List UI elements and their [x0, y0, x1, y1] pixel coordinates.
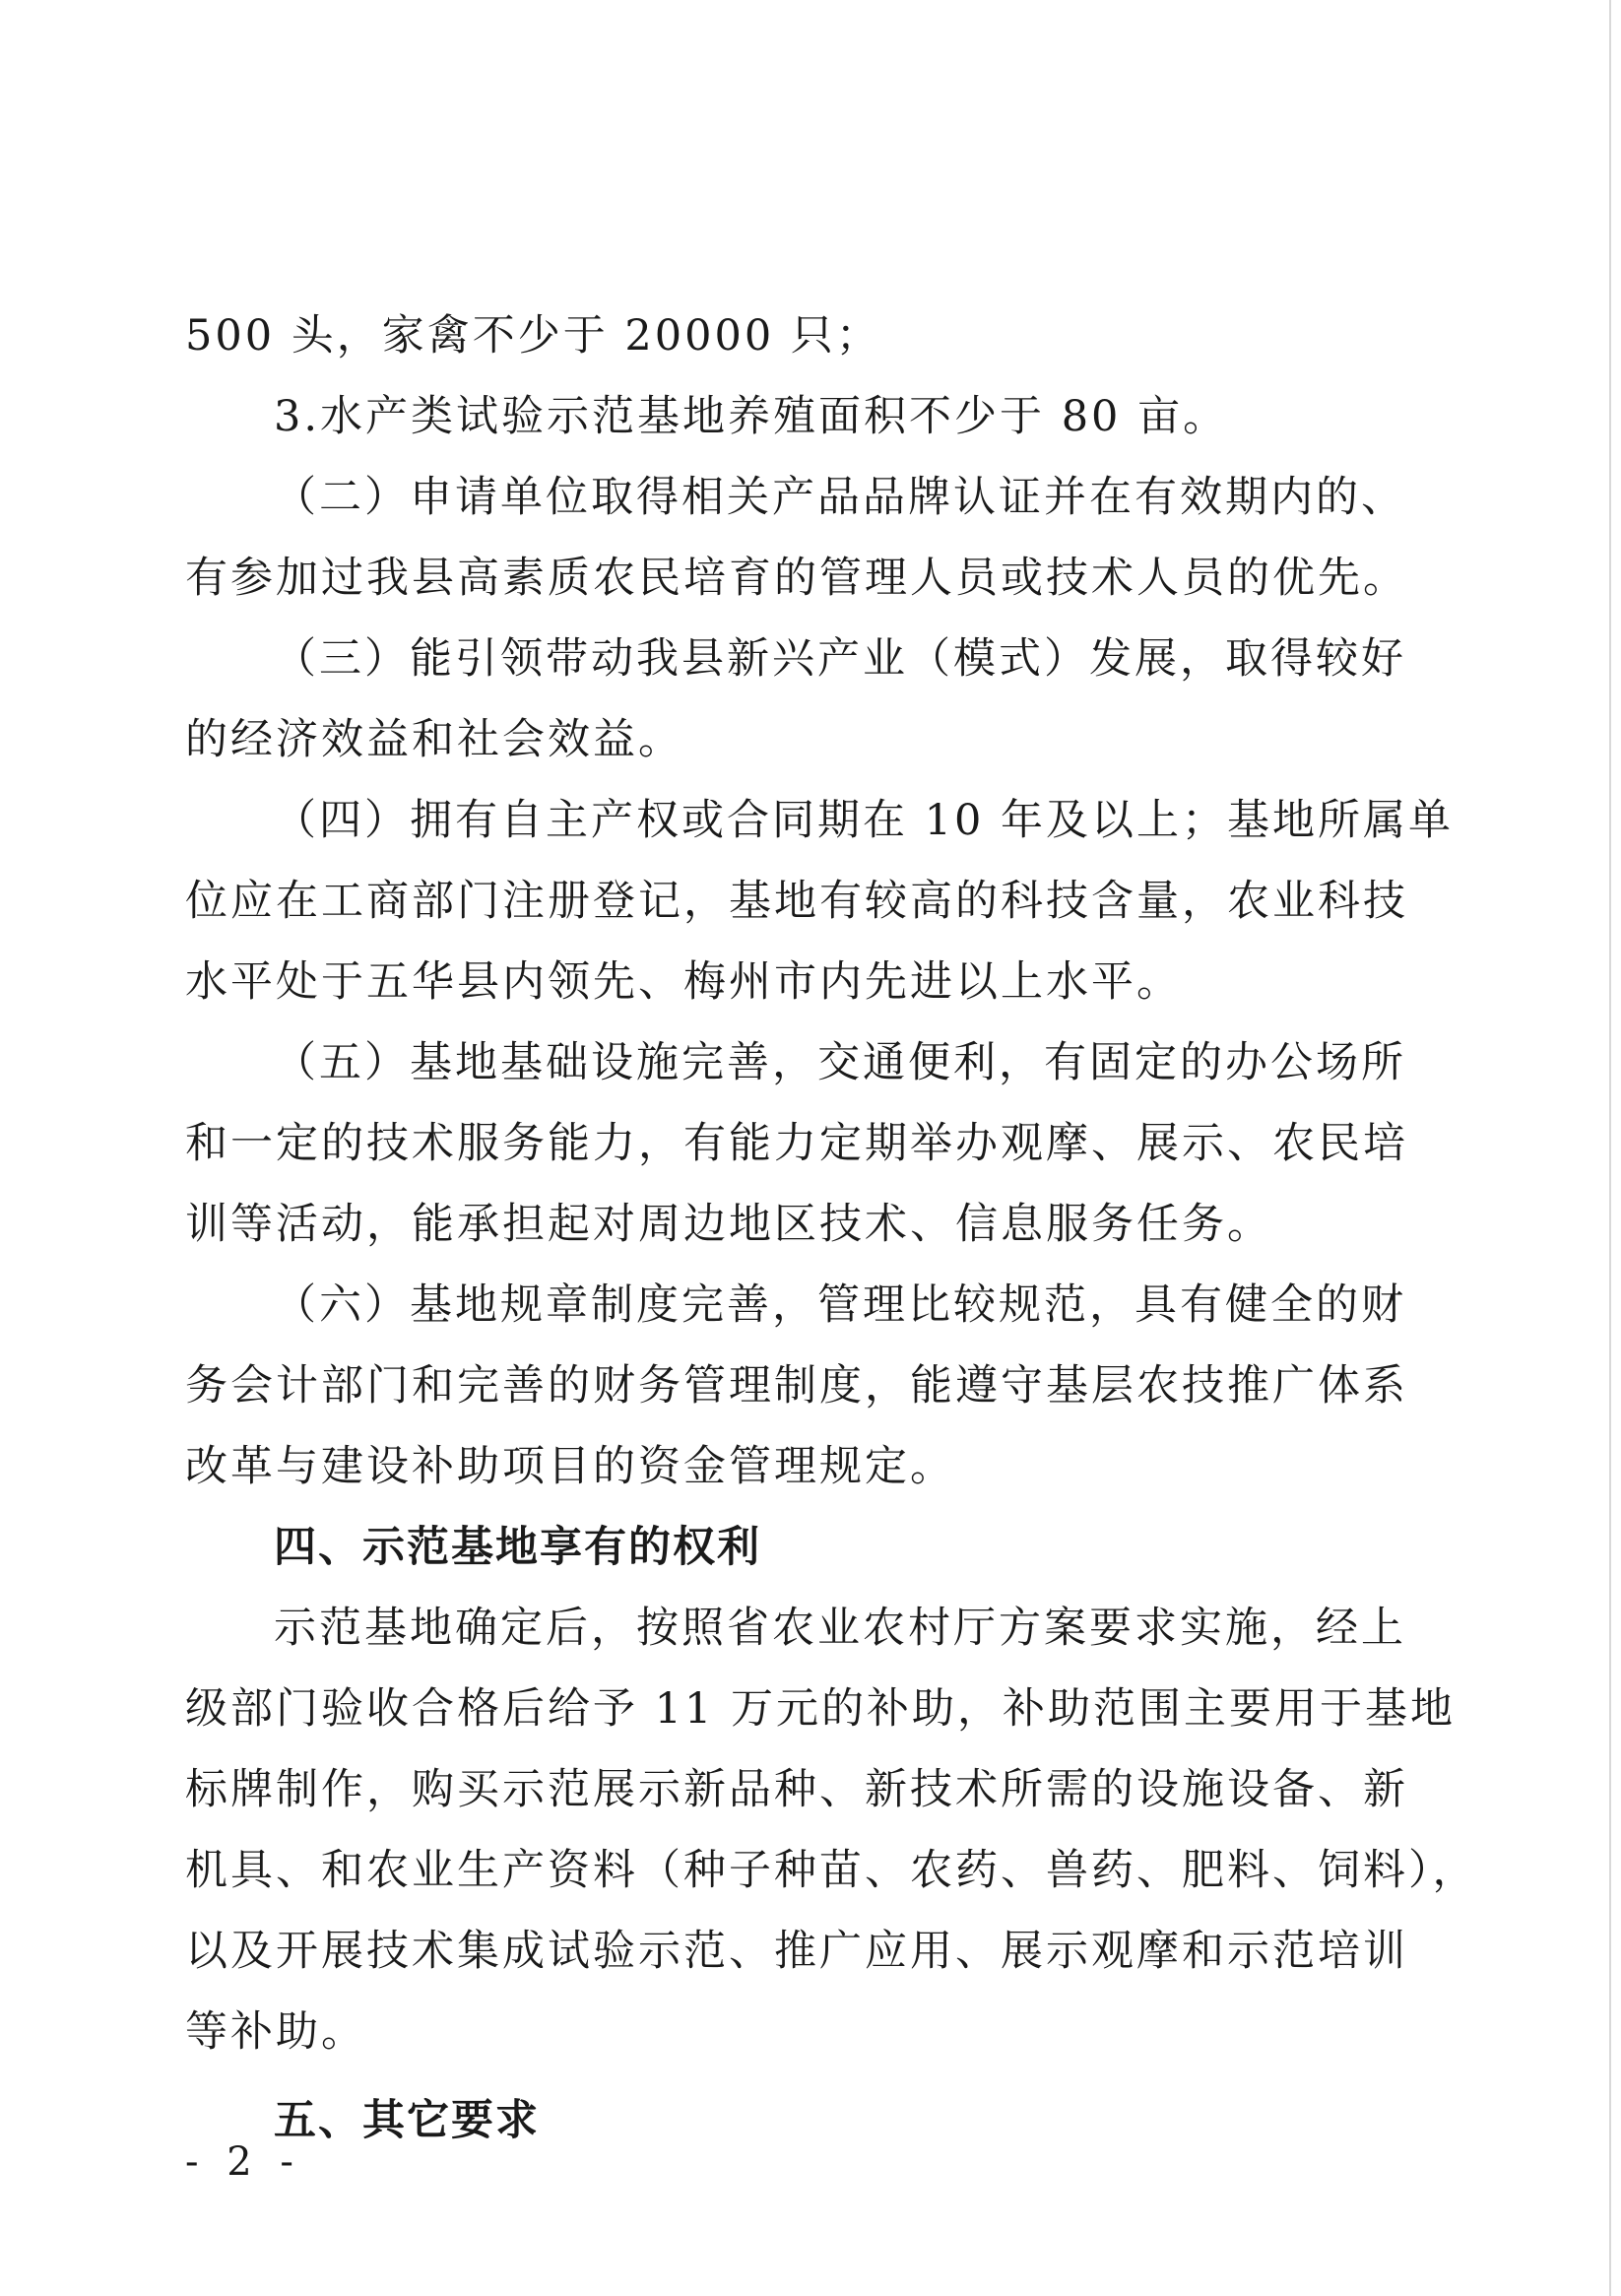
body-line: 有参加过我县高素质农民培育的管理人员或技术人员的优先。 — [185, 554, 1408, 603]
body-line: （五）基地基础设施完善，交通便利，有固定的办公场所 — [274, 1038, 1406, 1087]
body-line: （四）拥有自主产权或合同期在 10 年及以上；基地所属单 — [274, 796, 1455, 845]
body-line: 3.水产类试验示范基地养殖面积不少于 80 亩。 — [274, 392, 1229, 441]
body-line: 示范基地确定后，按照省农业农村厅方案要求实施，经上 — [274, 1604, 1406, 1653]
body-line: （二）申请单位取得相关产品品牌认证并在有效期内的、 — [274, 473, 1406, 522]
body-line: 训等活动，能承担起对周边地区技术、信息服务任务。 — [185, 1200, 1272, 1249]
body-line: 务会计部门和完善的财务管理制度，能遵守基层农技推广体系 — [185, 1361, 1408, 1410]
body-line: 标牌制作，购买示范展示新品种、新技术所需的设施设备、新 — [185, 1765, 1408, 1814]
body-line: （六）基地规章制度完善，管理比较规范，具有健全的财 — [274, 1280, 1406, 1330]
body-line: 的经济效益和社会效益。 — [185, 715, 683, 764]
body-line: 等补助。 — [185, 2007, 366, 2057]
section-heading-rights: 四、示范基地享有的权利 — [274, 1523, 761, 1572]
body-line: （三）能引领带动我县新兴产业（模式）发展，取得较好 — [274, 634, 1406, 684]
body-line: 位应在工商部门注册登记，基地有较高的科技含量，农业科技 — [185, 877, 1408, 926]
scan-edge-line — [1609, 0, 1611, 2296]
body-line: 改革与建设补助项目的资金管理规定。 — [185, 1442, 955, 1491]
document-body — [185, 295, 1478, 2161]
body-line: 和一定的技术服务能力，有能力定期举办观摩、展示、农民培 — [185, 1119, 1408, 1168]
body-line: 500 头，家禽不少于 20000 只； — [185, 311, 881, 361]
page-number: - 2 - — [185, 2139, 301, 2185]
body-line: 水平处于五华县内领先、梅州市内先进以上水平。 — [185, 957, 1182, 1007]
body-line: 级部门验收合格后给予 11 万元的补助，补助范围主要用于基地 — [185, 1684, 1457, 1734]
body-line: 机具、和农业生产资料（种子种苗、农药、兽药、肥料、饲料）， — [185, 1846, 1478, 1895]
section-heading-other-requirements: 五、其它要求 — [274, 2096, 540, 2145]
body-line: 以及开展技术集成试验示范、推广应用、展示观摩和示范培训 — [185, 1927, 1408, 1976]
